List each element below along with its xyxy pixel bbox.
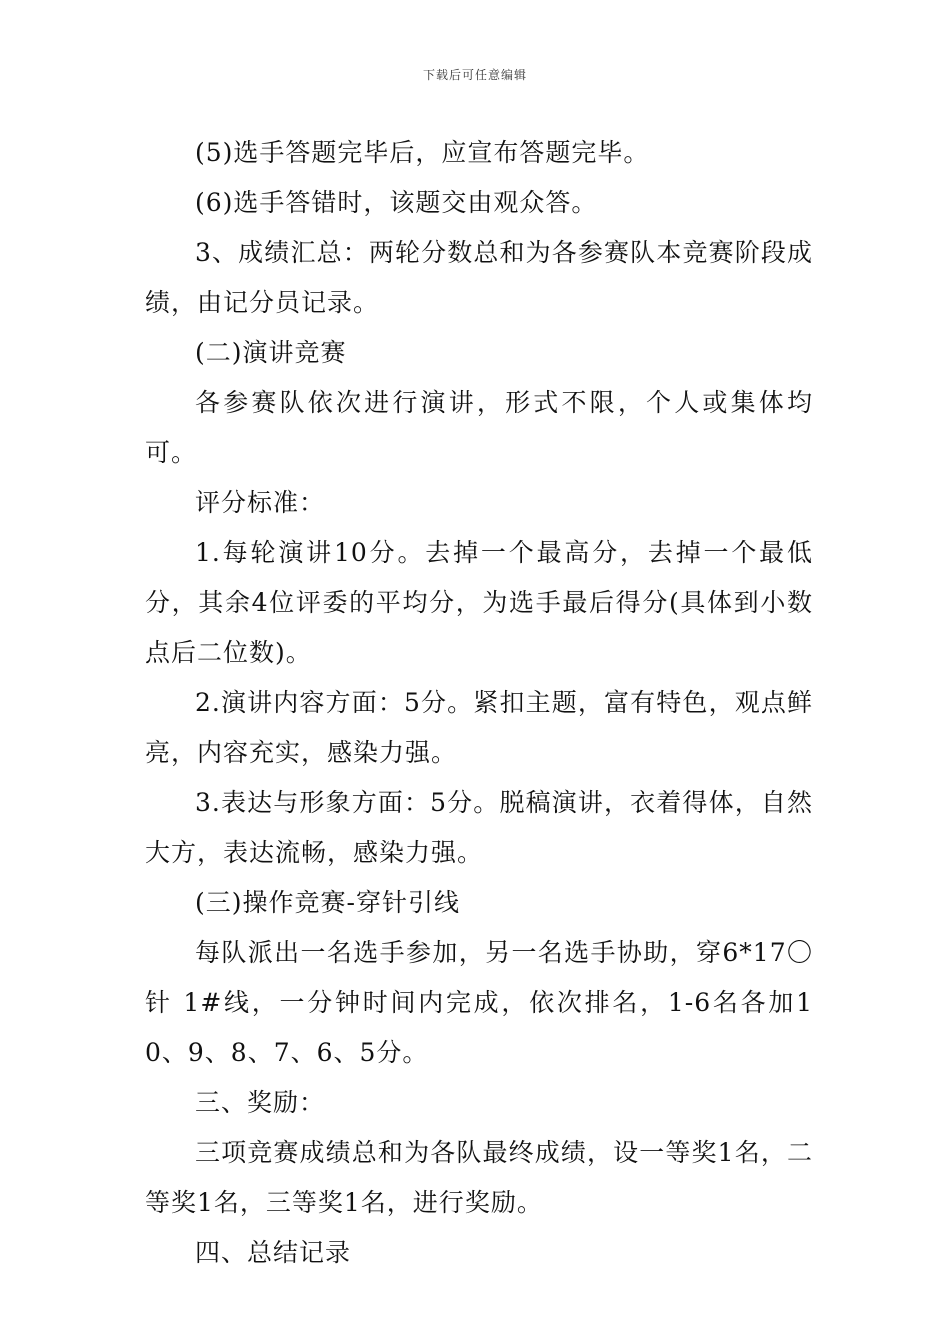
document-body — [145, 128, 813, 1278]
paragraph-score-summary: 3、成绩汇总：两轮分数总和为各参赛队本竞赛阶段成绩，由记分员记录。 — [145, 238, 813, 317]
paragraph-awards: 三项竞赛成绩总和为各队最终成绩，设一等奖1名，二等奖1名，三等奖1名，进行奖励。 — [145, 1138, 813, 1217]
paragraph-wrong-answer: (6)选手答错时，该题交由观众答。 — [195, 188, 598, 217]
paragraph-answer-finish: (5)选手答题完毕后，应宣布答题完毕。 — [195, 138, 650, 167]
heading-scoring-criteria: 评分标准： — [195, 488, 326, 517]
heading-awards: 三、奖励： — [195, 1088, 326, 1117]
heading-operation-contest: (三)操作竞赛-穿针引线 — [195, 888, 460, 917]
heading-speech-contest: (二)演讲竞赛 — [195, 338, 347, 367]
paragraph-criterion-1: 1.每轮演讲10分。去掉一个最高分，去掉一个最低分，其余4位评委的平均分，为选手最后得分(具体到小数点后二位数)。 — [145, 538, 813, 667]
paragraph-criterion-3: 3.表达与形象方面：5分。脱稿演讲，衣着得体，自然大方，表达流畅，感染力强。 — [145, 788, 813, 867]
heading-summary-record: 四、总结记录 — [195, 1238, 352, 1267]
paragraph-operation-rules: 每队派出一名选手参加，另一名选手协助，穿6*17〇针 1#线，一分钟时间内完成，依次排名，1-6名各加10、9、8、7、6、5分。 — [145, 938, 813, 1067]
paragraph-speech-rules: 各参赛队依次进行演讲，形式不限，个人或集体均可。 — [145, 388, 813, 467]
page-header-note: 下载后可任意编辑 — [422, 68, 527, 82]
paragraph-criterion-2: 2.演讲内容方面：5分。紧扣主题，富有特色，观点鲜亮，内容充实，感染力强。 — [145, 688, 813, 767]
